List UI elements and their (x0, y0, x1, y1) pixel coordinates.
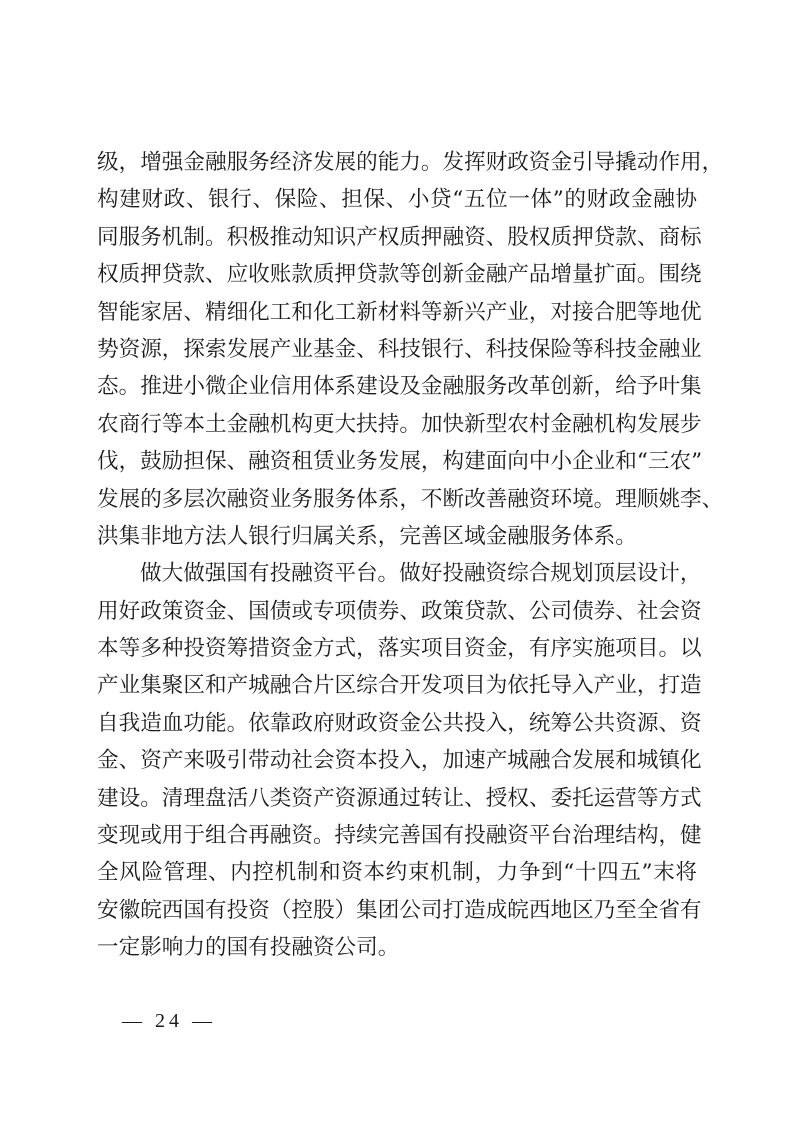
text-line: 态。推进小微企业信用体系建设及金融服务改革创新，给予叶集 (97, 374, 702, 400)
paragraph-investment-platform (97, 555, 702, 966)
text-line: 本等多种投资筹措资金方式，落实项目资金，有序实施项目。以 (97, 636, 702, 662)
text-line: 洪集非地方法人银行归属关系，完善区域金融服务体系。 (97, 523, 637, 549)
text-line: 产业集聚区和产城融合片区综合开发项目为依托导入产业，打造 (97, 673, 702, 699)
text-line: 伐，鼓励担保、融资租赁业务发展，构建面向中小企业和“三农” (97, 449, 703, 475)
text-line: 做大做强国有投融资平台。做好投融资综合规划顶层设计， (140, 561, 702, 587)
text-line: 权质押贷款、应收账款质押贷款等创新金融产品增量扩面。围绕 (97, 262, 702, 288)
text-line: 级，增强金融服务经济发展的能力。发挥财政资金引导撬动作用， (97, 150, 724, 175)
text-line: 全风险管理、内控机制和资本约束机制，力争到“十四五”末将 (97, 860, 697, 886)
text-line: 智能家居、精细化工和化工新材料等新兴产业，对接合肥等地优 (97, 299, 702, 325)
text-line: 用好政策资金、国债或专项债券、政策贷款、公司债券、社会资 (97, 598, 702, 624)
text-line: 建设。清理盘活八类资产资源通过转让、授权、委托运营等方式 (97, 785, 702, 811)
text-line: 金、资产来吸引带动社会资本投入，加速产城融合发展和城镇化 (97, 748, 702, 774)
text-line: 安徽皖西国有投资（控股）集团公司打造成皖西地区乃至全省有 (97, 897, 702, 923)
paragraph-finance-services (97, 144, 724, 555)
text-line: 发展的多层次融资业务服务体系，不断改善融资环境。理顺姚李、 (97, 486, 724, 512)
body-text (97, 144, 724, 967)
page-number: — 24 — (122, 1010, 216, 1032)
text-line: 构建财政、银行、保险、担保、小贷“五位一体”的财政金融协 (97, 187, 697, 213)
text-line: 势资源，探索发展产业基金、科技银行、科技保险等科技金融业 (97, 336, 702, 362)
text-line: 一定影响力的国有投融资公司。 (97, 935, 400, 961)
text-line: 同服务机制。积极推动知识产权质押融资、股权质押贷款、商标 (97, 224, 702, 250)
text-line: 变现或用于组合再融资。持续完善国有投融资平台治理结构，健 (97, 823, 702, 849)
text-line: 农商行等本土金融机构更大扶持。加快新型农村金融机构发展步 (97, 411, 702, 437)
text-line: 自我造血功能。依靠政府财政资金公共投入，统筹公共资源、资 (97, 710, 702, 736)
